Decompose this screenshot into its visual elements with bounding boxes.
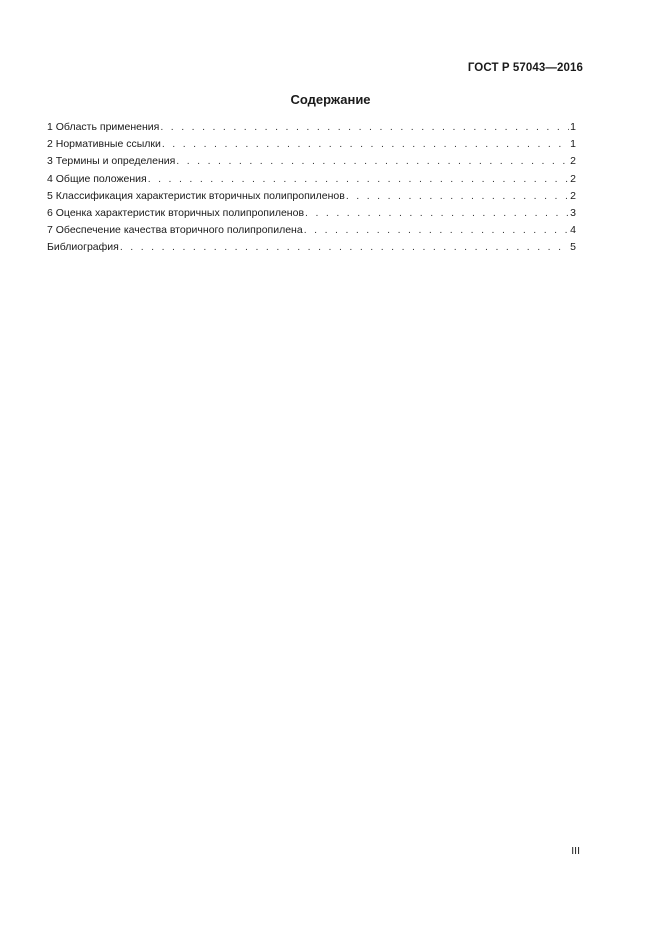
- toc-entry-label: 2 Нормативные ссылки: [47, 138, 161, 151]
- toc-entry-general-provisions[interactable]: [47, 171, 576, 188]
- toc-entry-assessment[interactable]: [47, 205, 576, 222]
- toc-entry-page: 2: [570, 189, 576, 202]
- toc-entry-quality-assurance[interactable]: [47, 222, 576, 239]
- toc-entry-classification[interactable]: [47, 188, 576, 205]
- toc-entry-page: 2: [570, 155, 576, 168]
- toc-dot-leader: [162, 136, 569, 153]
- toc-entry-label: 5 Классификация характеристик вторичных полипропиленов: [47, 189, 345, 202]
- toc-entry-page: 1: [570, 138, 576, 151]
- toc-entry-bibliography[interactable]: [47, 239, 576, 256]
- document-code: ГОСТ Р 57043—2016: [467, 62, 583, 74]
- toc-entry-page: 1: [570, 121, 576, 133]
- page-number: III: [571, 845, 580, 857]
- toc-entry-page: 2: [570, 172, 576, 185]
- toc-entry-label: 3 Термины и определения: [47, 155, 176, 168]
- toc-dot-leader: [120, 239, 569, 256]
- toc-entry-normative-references[interactable]: [47, 136, 576, 153]
- toc-entry-scope[interactable]: [47, 119, 576, 136]
- toc-dot-leader: [305, 205, 569, 222]
- table-of-contents: [47, 119, 576, 257]
- toc-entry-page: 3: [570, 206, 576, 219]
- toc-dot-leader: [176, 153, 569, 170]
- toc-dot-leader: [304, 222, 569, 239]
- toc-entry-label: 4 Общие положения: [47, 172, 147, 185]
- toc-entry-page: 4: [570, 224, 576, 237]
- toc-entry-label: 7 Обеспечение качества вторичного полипропилена: [47, 224, 303, 237]
- toc-entry-label: 1 Область применения: [47, 121, 160, 133]
- toc-dot-leader: [346, 188, 569, 205]
- toc-entry-label: 6 Оценка характеристик вторичных полипропиленов: [47, 206, 305, 219]
- toc-dot-leader: [160, 119, 569, 136]
- toc-title: Содержание: [290, 92, 371, 107]
- toc-dot-leader: [148, 171, 569, 188]
- toc-entry-page: 5: [570, 241, 576, 254]
- toc-entry-label: Библиография: [47, 241, 119, 254]
- toc-entry-terms-definitions[interactable]: [47, 153, 576, 170]
